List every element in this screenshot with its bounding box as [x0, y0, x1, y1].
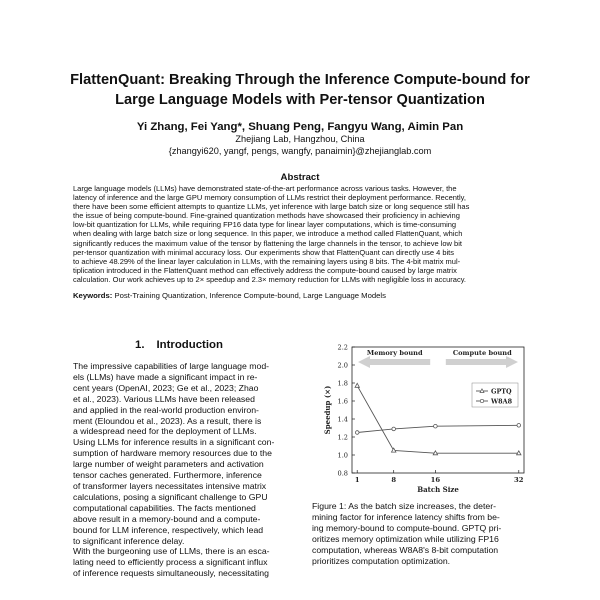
compute-bound-label: Compute bound [452, 349, 512, 357]
y-tick-label: 0.8 [337, 469, 348, 478]
abstract-line: to achieve 48.29% of the linear layer calculation in LLMs, with the remaining layers using 8 bits. The 4-bit matrix mul- [73, 256, 461, 266]
abstract-line: Large language models (LLMs) have demonstrated state-of-the-art performance across various tasks. However, the [73, 184, 457, 193]
abstract-line: per-tensor quantization with minimal accuracy loss. Our experiments show that FlattenQuant can directly use 4 bits [73, 247, 455, 257]
paper-title [40, 70, 560, 110]
y-tick-label: 1.0 [337, 451, 348, 460]
section-title: Introduction [156, 339, 223, 351]
data-point-gptq [517, 451, 521, 455]
caption-line: computation, whereas W8A8's 8-bit computation [312, 544, 499, 555]
caption-line: Figure 1: As the batch size increases, the deter- [312, 501, 496, 511]
abstract-heading: Abstract [280, 172, 320, 183]
paragraph-line: a widespread need for the deployment of LLMs. [73, 426, 257, 437]
data-point-gptq [355, 383, 359, 387]
paragraph-line: els (LLMs) have made a significant impact in re- [73, 371, 258, 382]
memory-bound-label: Memory bound [366, 349, 423, 357]
abstract-line: latency of inference and the large GPU memory consumption of LLMs restrict their deployment performance. Recently, [73, 193, 466, 203]
y-tick-label: 2.0 [337, 361, 348, 370]
y-axis-label: Speedup (×) [323, 385, 332, 435]
section-heading-introduction [135, 338, 223, 352]
caption-line: oritizes memory optimization while utilizing FP16 [312, 533, 499, 544]
paragraph-line: calculations, posing a significant challenge to GPU [73, 491, 268, 502]
abstract-line: low-bit quantization for LLMs, while requiring FP16 data type for linear layer computations, which is time-consuming [73, 220, 457, 230]
memory-bound-arrow [358, 356, 430, 368]
plot-frame [352, 347, 524, 473]
caption-line: mining factor for inference latency shifts from be- [312, 511, 500, 522]
legend-label-gptq: GPTQ [491, 387, 512, 396]
paragraph-line: With the burgeoning use of LLMs, there is an esca- [73, 546, 270, 557]
speedup-chart [308, 335, 538, 495]
abstract-line: tiplication introduced in the FlattenQuant method can effectively address the compute-bound caused by large matrix [73, 265, 457, 275]
abstract-line: significantly reduces the maximum value of the tensor by flattening the large channels in the tensor, to achieve low bit [73, 238, 462, 248]
x-tick-label: 1 [354, 476, 360, 484]
abstract-body [73, 184, 531, 284]
data-point-gptq [391, 448, 395, 452]
x-axis-label: Batch Size [417, 485, 459, 494]
y-tick-label: 1.8 [337, 379, 348, 388]
keywords-label: Keywords: [73, 291, 113, 300]
section-number: 1. [135, 339, 145, 351]
y-tick-label: 1.2 [337, 433, 348, 442]
data-point-w8a8 [392, 427, 396, 431]
paragraph-line: tensor caches generated. Furthermore, inference [73, 470, 262, 481]
author-emails: {zhangyi620, yangf, pengs, wangfy, panaimin}@zhejianglab.com [168, 146, 432, 156]
paragraph-line: large number of weight parameters and activation [73, 459, 264, 470]
paragraph-line: to significant inference delay. [73, 535, 185, 546]
caption-line: ing memory-bound to compute-bound. GPTQ pri- [312, 522, 502, 533]
figure-caption [312, 501, 537, 566]
title-line-2: Large Language Models with Per-tensor Quantization [115, 92, 485, 108]
data-point-gptq [433, 451, 437, 455]
affiliation: Zhejiang Lab, Hangzhou, China [235, 134, 365, 144]
authors: Yi Zhang, Fei Yang*, Shuang Peng, Fangyu Wang, Aimin Pan [136, 121, 464, 133]
legend-label-w8a8: W8A8 [491, 397, 513, 406]
y-tick-label: 1.4 [337, 415, 348, 424]
abstract-line: when dealing with large batch size or long sequence. In this paper, we introduce a method called FlattenQuant, which [73, 229, 463, 239]
data-point-w8a8 [434, 424, 438, 428]
x-tick-label: 32 [514, 476, 524, 484]
abstract-line: there have been some efficient attempts to quantize LLMs, yet inference with large batch size or long sequence still has [73, 202, 470, 212]
x-tick-label: 16 [430, 476, 441, 484]
paragraph-line: Using LLMs for inference results in a significant con- [73, 437, 275, 448]
x-tick-label: 8 [391, 476, 397, 484]
legend-marker-w8a8 [480, 399, 483, 402]
keywords-text: Post-Training Quantization, Inference Compute-bound, Large Language Models [112, 291, 386, 300]
keywords [73, 291, 543, 301]
abstract-line: calculation. Our work achieves up to 2× speedup and 2.3× memory reduction for LLMs with negligible loss in accuracy. [73, 274, 466, 284]
data-point-w8a8 [355, 431, 359, 435]
data-point-w8a8 [517, 424, 521, 428]
y-tick-label: 2.2 [337, 343, 348, 352]
introduction-body [73, 361, 298, 579]
paragraph-line: and applied in the real-world production environ- [73, 404, 259, 415]
figure-1 [308, 335, 538, 495]
paragraph-line: sumption of hardware memory resources due to the [73, 448, 272, 459]
paragraph-line: The impressive capabilities of large language mod- [73, 361, 270, 371]
paragraph-line: of transformer layers necessitates intensive matrix [73, 480, 267, 491]
paragraph-line: cent years (OpenAI, 2023; Ge et al., 2023; Zhao [73, 382, 259, 393]
paragraph-line: computational capabilities. The facts mentioned [73, 502, 256, 513]
title-line-1: FlattenQuant: Breaking Through the Inference Compute-bound for [70, 72, 530, 88]
paragraph-line: above result in a memory-bound and a compute- [73, 513, 261, 524]
abstract-line: the issue of being compute-bound. Fine-grained quantization methods have showcased their proficiency in achieving [73, 211, 460, 221]
paragraph-line: lating need to efficiently process a significant influx [73, 557, 268, 568]
y-tick-label: 1.6 [337, 397, 348, 406]
paragraph-line: ment (Eloundou et al., 2023). As a result, there is [73, 415, 262, 426]
caption-line: prioritizes computation optimization. [312, 555, 451, 566]
compute-bound-arrow [446, 356, 518, 368]
paragraph-line: bound for LLM inference, respectively, which lead [73, 524, 264, 535]
paragraph-line: of inference requests simultaneously, necessitating [73, 568, 269, 579]
paragraph-line: et al., 2023). Various LLMs have been released [73, 393, 255, 404]
